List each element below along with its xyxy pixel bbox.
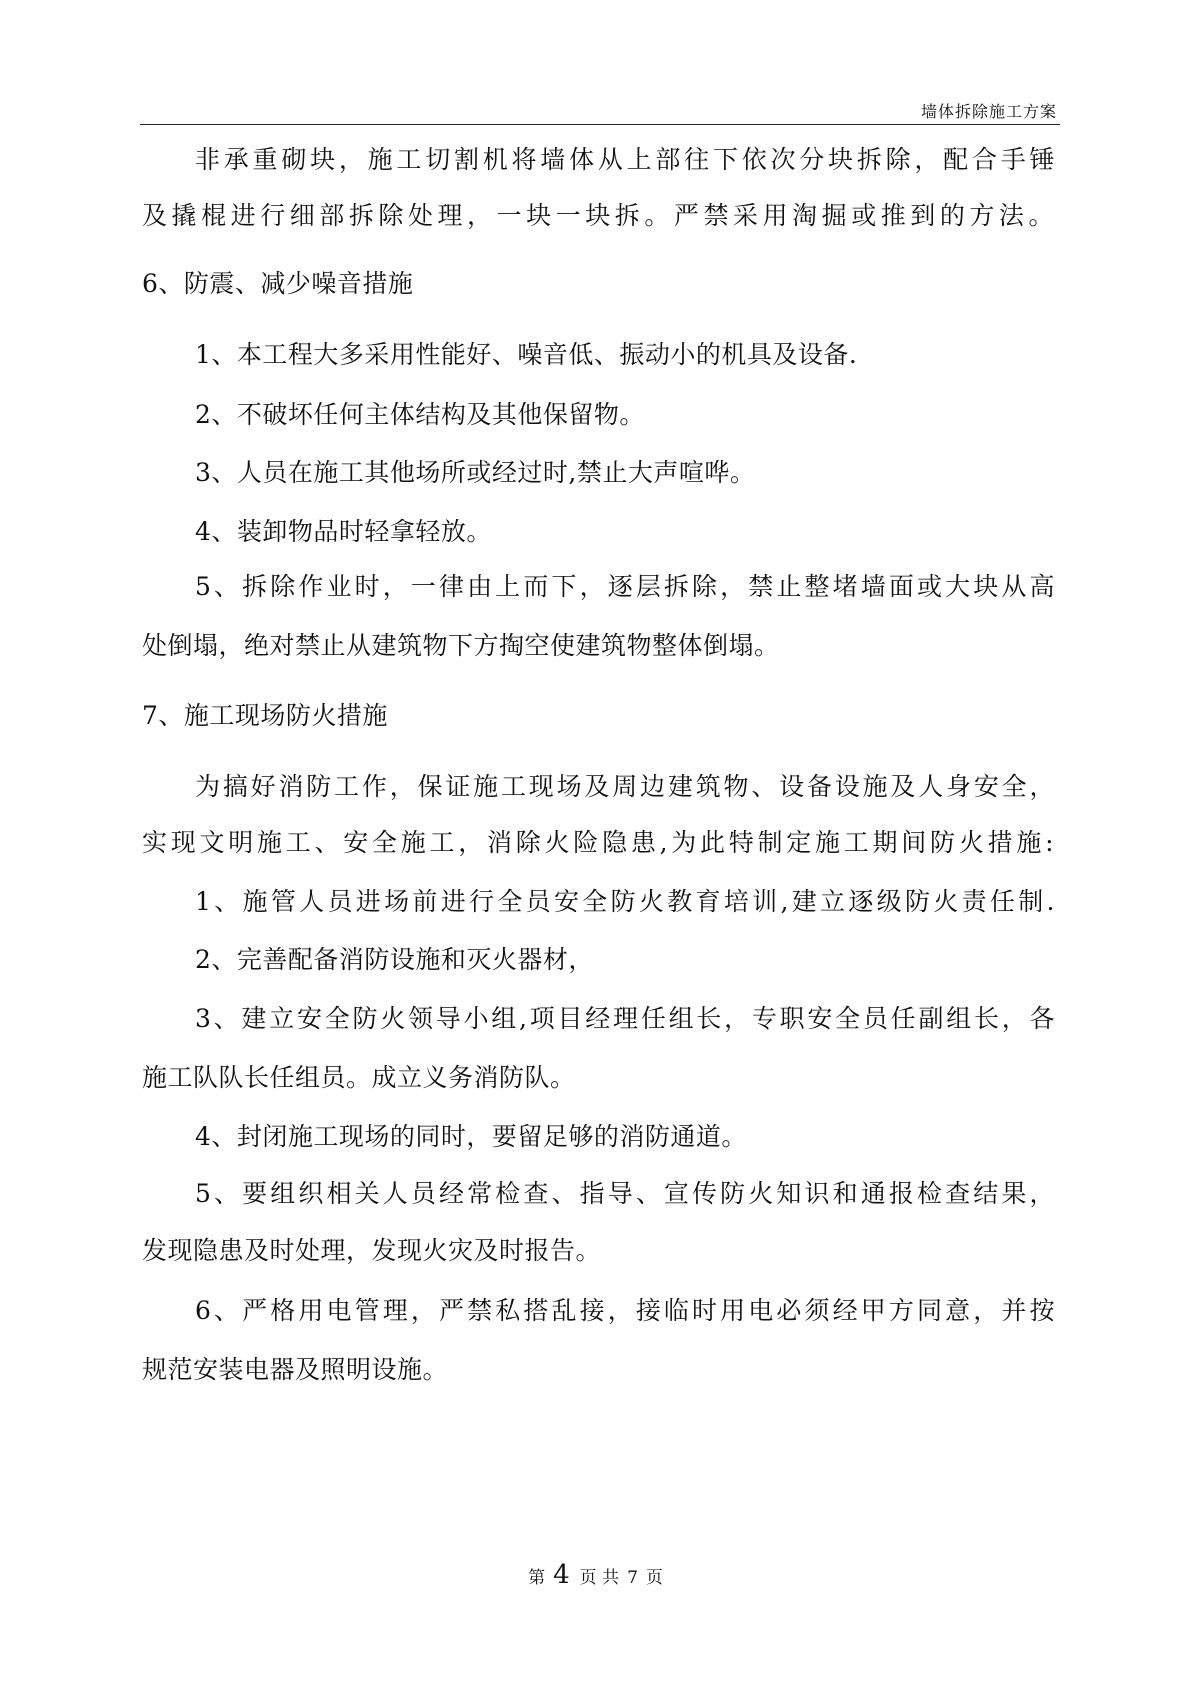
paragraph-line: 非承重砌块，施工切割机将墙体从上部往下依次分块拆除，配合手锤: [195, 145, 1055, 174]
paragraph-line: 实现文明施工、安全施工，消除火险隐患,为此特制定施工期间防火措施:: [142, 828, 1054, 857]
list-item: 3、人员在施工其他场所或经过时,禁止大声喧哗。: [195, 458, 756, 487]
list-item: 5、拆除作业时，一律由上而下，逐层拆除，禁止整堵墙面或大块从高: [195, 572, 1055, 601]
page-total: 7: [627, 1568, 638, 1588]
list-item: 1、本工程大多采用性能好、噪音低、振动小的机具及设备.: [195, 340, 858, 369]
section-heading: 7、施工现场防火措施: [142, 701, 388, 730]
paragraph-line: 及撬棍进行细部拆除处理，一块一块拆。严禁采用淘掘或推到的方法。: [142, 201, 1054, 230]
list-item: 1、施管人员进场前进行全员安全防火教育培训,建立逐级防火责任制.: [195, 887, 1055, 916]
list-item: 5、要组织相关人员经常检查、指导、宣传防火知识和通报检查结果，: [195, 1179, 1055, 1208]
header-divider: [140, 124, 1060, 125]
list-item-continuation: 施工队队长任组员。成立义务消防队。: [142, 1063, 576, 1092]
list-item: 3、建立安全防火领导小组,项目经理任组长，专职安全员任副组长，各: [195, 1004, 1055, 1033]
footer-prefix: 第: [528, 1568, 546, 1588]
footer-suffix: 页: [645, 1568, 663, 1588]
running-header-title: 墙体拆除施工方案: [920, 102, 1057, 121]
paragraph-line: 为搞好消防工作，保证施工现场及周边建筑物、设备设施及人身安全，: [195, 772, 1055, 801]
page-footer: [0, 1560, 1191, 1590]
list-item-continuation: 规范安装电器及照明设施。: [142, 1355, 449, 1384]
list-item-continuation: 处倒塌，绝对禁止从建筑物下方掏空使建筑物整体倒塌。: [142, 631, 780, 660]
footer-middle: 页 共: [579, 1568, 620, 1588]
section-heading: 6、防震、减少噪音措施: [142, 269, 414, 298]
list-item-continuation: 发现隐患及时处理，发现火灾及时报告。: [142, 1236, 602, 1265]
page-number: 4: [553, 1560, 570, 1590]
list-item: 2、不破坏任何主体结构及其他保留物。: [195, 400, 645, 429]
list-item: 2、完善配备消防设施和灭火器材，: [195, 945, 594, 974]
list-item: 6、严格用电管理，严禁私搭乱接，接临时用电必须经甲方同意，并按: [195, 1296, 1055, 1325]
list-item: 4、封闭施工现场的同时，要留足够的消防通道。: [195, 1122, 747, 1151]
list-item: 4、装卸物品时轻拿轻放。: [195, 517, 492, 546]
